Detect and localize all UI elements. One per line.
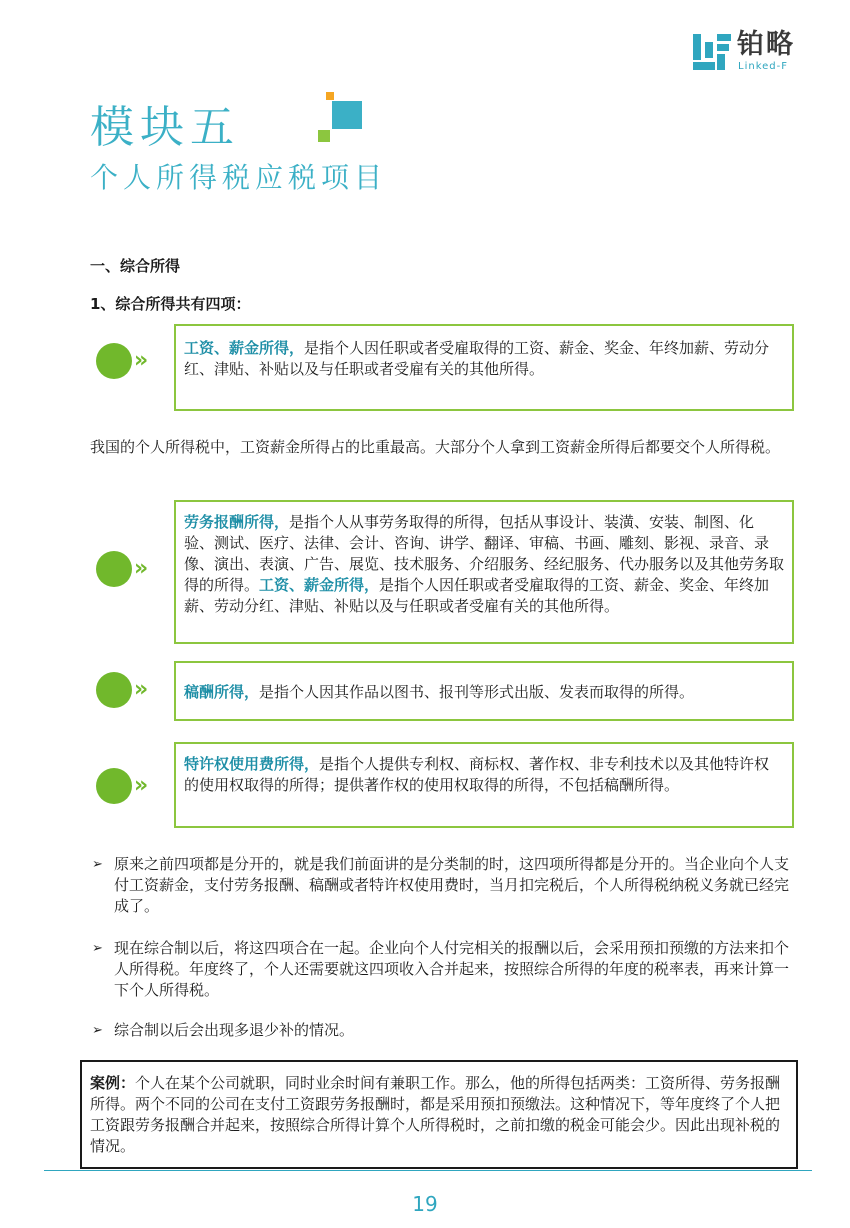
- arrow-bullet-icon: ➢: [92, 1023, 103, 1038]
- brand-logo: [693, 30, 813, 74]
- green-bullet-icon: »: [96, 672, 158, 708]
- arrow-point: [92, 938, 792, 1001]
- section-heading: 一、综合所得: [90, 257, 181, 275]
- arrow-bullet-icon: ➢: [92, 857, 103, 872]
- deco-square-green: [318, 130, 330, 142]
- arrow-point-text: 综合制以后会出现多退少补的情况。: [114, 1021, 355, 1039]
- definition-text: 是指个人因任职或者受雇取得的工资、薪金、奖金、年终加薪、劳动分红、津贴、补贴以及与任职或者受雇有关的其他所得。: [184, 339, 770, 378]
- intro-paragraph: 我国的个人所得税中，工资薪金所得占的比重最高。大部分个人拿到工资薪金所得后都要交个人所得税。: [90, 438, 781, 456]
- case-text: 个人在某个公司就职，同时业余时间有兼职工作。那么，他的所得包括两类：工资所得、劳务报酬所得。两个不同的公司在支付工资跟劳务报酬时，都是采用预扣预缴法。这种情况下，等年度终了个人把工资跟劳务报酬合并起来，按照综合所得计算个人所得税时，之前扣缴的税金可能会少。因此出现补税的情况。: [90, 1074, 781, 1155]
- definition-box-franchise: [174, 742, 794, 828]
- definition-term-secondary: 工资、薪金所得，: [259, 576, 380, 594]
- definition-term: 特许权使用费所得，: [184, 755, 320, 773]
- footer-divider: [44, 1170, 812, 1171]
- module-title: 模块五: [90, 102, 240, 153]
- definition-text: 是指个人从事劳务取得的所得，包括从事设计、装潢、安装、制图、化验、测试、医疗、法律、会计、咨询、讲学、翻译、审稿、书画、雕刻、影视、录音、录像、演出、表演、广告、展览、技术服务、介绍服务、经纪服务、代办服务以及其他劳务取得的所得。: [184, 513, 785, 594]
- module-subtitle: 个人所得税应税项目: [90, 161, 388, 194]
- definition-box-wages: [174, 324, 794, 411]
- definition-term: 稿酬所得，: [184, 683, 260, 701]
- brand-name-en: Linked-F: [738, 61, 788, 72]
- deco-square-orange: [326, 92, 334, 100]
- page-number: 19: [412, 1192, 438, 1216]
- arrow-bullet-icon: ➢: [92, 941, 103, 956]
- green-bullet-icon: »: [96, 768, 158, 804]
- case-label: 案例：: [90, 1074, 136, 1092]
- green-bullet-icon: »: [96, 551, 158, 587]
- case-box: [80, 1060, 798, 1169]
- definition-box-royalty: [174, 661, 794, 721]
- deco-square-teal: [332, 101, 362, 129]
- definition-text: 是指个人因其作品以图书、报刊等形式出版、发表而取得的所得。: [259, 683, 695, 701]
- green-bullet-icon: »: [96, 343, 158, 379]
- definition-term: 劳务报酬所得，: [184, 513, 290, 531]
- arrow-point: [92, 854, 792, 917]
- section-subheading: 1、综合所得共有四项：: [90, 295, 251, 313]
- brand-name-cn: 铂略: [737, 29, 795, 60]
- definition-text-secondary: 是指个人因任职或者受雇取得的工资、薪金、奖金、年终加薪、劳动分红、津贴、补贴以及与任职或者受雇有关的其他所得。: [184, 576, 770, 615]
- definition-text: 是指个人提供专利权、商标权、著作权、非专利技术以及其他特许权的使用权取得的所得；提供著作权的使用权取得的所得，不包括稿酬所得。: [184, 755, 770, 794]
- definition-term: 工资、薪金所得，: [184, 339, 305, 357]
- arrow-point-text: 原来之前四项都是分开的，就是我们前面讲的是分类制的时，这四项所得都是分开的。当企业向个人支付工资薪金，支付劳务报酬、稿酬或者特许权使用费时，当月扣完税后，个人所得税纳税义务就已经完成了。: [114, 855, 790, 915]
- arrow-point: [92, 1020, 792, 1041]
- linked-f-logo-icon: [693, 34, 731, 70]
- arrow-point-text: 现在综合制以后，将这四项合在一起。企业向个人付完相关的报酬以后，会采用预扣预缴的方法来扣个人所得税。年度终了，个人还需要就这四项收入合并起来，按照综合所得的年度的税率表，再来计算一下个人所得税。: [114, 939, 790, 999]
- definition-box-labor: [174, 500, 794, 644]
